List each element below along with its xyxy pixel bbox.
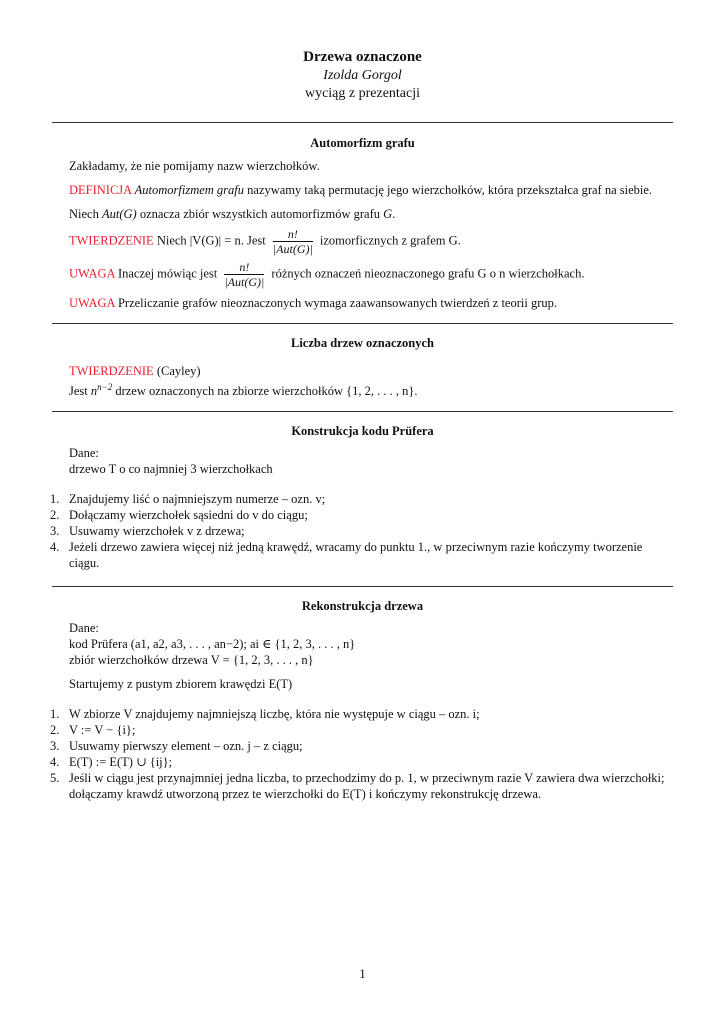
paragraph-aut-definition [69, 206, 673, 222]
given-line-prufer-code: kod Prüfera (a1, a2, a3, . . . , an−2); ai ∈ {1, 2, 3, . . . , n} [69, 637, 356, 652]
list-item [52, 770, 673, 802]
start-line: Startujemy z pustym zbiorem krawędzi E(T) [69, 677, 293, 692]
list-text: Jeśli w ciągu jest przynajmniej jedna liczba, to przechodzimy do p. 1, w przeciwnym razie V zawiera dwa wierzchołki; dołączamy krawdź utworzoną przez te wierzchołki do E(T) i kończymy rekonstrukcję drzewa. [69, 771, 665, 802]
definition-text: nazywamy taką permutację jego wierzchołków, która przekształca graf na siebie. [247, 183, 653, 197]
list-text: W zbiorze V znajdujemy najmniejszą liczbę, która nie występuje w ciągu – ozn. i; [69, 707, 480, 722]
given-label: Dane: [69, 621, 99, 636]
list-item [52, 706, 673, 722]
section-divider [52, 586, 673, 587]
list-text: V := V − {i}; [69, 723, 136, 738]
list-text: Jeżeli drzewo zawiera więcej niż jedną krawędź, wracamy do punktu 1., w przeciwnym razie kończymy tworzenie ciągu. [69, 540, 643, 571]
definition-label: DEFINICJA [69, 183, 132, 197]
text-fragment: . [392, 207, 396, 221]
math-g: G [383, 207, 393, 221]
list-text: Usuwamy wierzchołek v z drzewa; [69, 524, 245, 539]
note-pre: Inaczej mówiąc jest [114, 266, 218, 281]
list-text: Znajdujemy liść o najmniejszym numerze – ozn. v; [69, 492, 326, 507]
theorem-post: izomorficznych z grafem G. [319, 233, 461, 248]
math-aut: Aut(G) [101, 207, 137, 221]
list-text: E(T) := E(T) ∪ {ij}; [69, 755, 173, 770]
list-item [52, 491, 673, 507]
text-fragment: oznacza zbiór wszystkich automorfizmów grafu [136, 207, 384, 221]
note-paragraph-1 [69, 260, 673, 289]
list-item [52, 754, 673, 770]
list-number: 3. [50, 739, 60, 754]
section-divider [52, 323, 673, 324]
given-line: drzewo T o co najmniej 3 wierzchołkach [69, 462, 273, 477]
definition-term: Automorfizmem grafu [134, 183, 245, 197]
section-divider [52, 122, 673, 123]
theorem-name: (Cayley) [153, 364, 201, 378]
text-fragment: Niech [69, 207, 102, 221]
section-title-labeled-trees: Liczba drzew oznaczonych [290, 336, 435, 350]
list-number: 1. [50, 492, 60, 507]
note-label: UWAGA [69, 296, 115, 310]
section-title-tree-reconstruction: Rekonstrukcja drzewa [301, 599, 424, 614]
given-line-vertex-set: zbiór wierzchołków drzewa V = {1, 2, 3, . . . , n} [69, 653, 314, 668]
theorem-label: TWIERDZENIE [69, 233, 154, 248]
section-title-automorphism: Automorfizm grafu [310, 136, 415, 150]
list-number: 5. [50, 771, 60, 786]
fraction-numerator: n! [273, 227, 313, 242]
theorem-label: TWIERDZENIE [69, 364, 154, 378]
list-item [52, 523, 673, 539]
text-fragment: drzew oznaczonych na zbiorze wierzchołków {1, 2, . . . , n}. [112, 384, 418, 399]
note-label: UWAGA [69, 266, 115, 281]
document-title: Drzewa oznaczone [303, 49, 422, 65]
reconstruction-steps [52, 706, 673, 802]
list-item [52, 722, 673, 738]
page-number: 1 [359, 967, 366, 981]
paragraph-assumption: Zakładamy, że nie pomijamy nazw wierzchołków. [69, 159, 320, 173]
document-author: Izolda Gorgol [323, 68, 402, 83]
note-paragraph-2 [69, 295, 673, 311]
document-subtitle: wyciąg z prezentacji [304, 86, 421, 101]
list-item [52, 507, 673, 523]
list-number: 3. [50, 524, 60, 539]
list-text: Dołączamy wierzchołek sąsiedni do v do ciągu; [69, 508, 308, 523]
note-post: różnych oznaczeń nieoznaczonego grafu G o n wierzchołkach. [271, 266, 585, 281]
prufer-steps [52, 491, 673, 571]
list-number: 4. [50, 755, 60, 770]
list-item [52, 539, 673, 571]
list-text: Usuwamy pierwszy element – ozn. j – z ciągu; [69, 739, 303, 754]
theorem-pre: Niech |V(G)| = n. Jest [153, 233, 266, 248]
list-number: 4. [50, 540, 60, 555]
section-divider [52, 411, 673, 412]
note-text: Przeliczanie grafów nieoznaczonych wymaga zaawansowanych twierdzeń z teorii grup. [114, 296, 558, 310]
fraction [224, 260, 264, 289]
page [52, 0, 673, 802]
math-exponent: n−2 [97, 382, 113, 392]
list-number: 1. [50, 707, 60, 722]
text-fragment: Jest [69, 384, 91, 399]
cayley-theorem [69, 363, 673, 379]
document-header [52, 48, 673, 103]
list-number: 2. [50, 723, 60, 738]
section-title-prufer-construction: Konstrukcja kodu Prüfera [291, 424, 434, 439]
fraction-numerator: n! [224, 260, 264, 275]
definition-paragraph [69, 182, 673, 198]
fraction [273, 227, 313, 256]
cayley-statement [69, 379, 673, 399]
theorem-paragraph [69, 227, 673, 256]
list-item [52, 738, 673, 754]
list-number: 2. [50, 508, 60, 523]
fraction-denominator: |Aut(G)| [272, 242, 313, 256]
math-n: n [90, 384, 98, 399]
fraction-denominator: |Aut(G)| [224, 275, 265, 289]
given-label: Dane: [69, 446, 99, 461]
